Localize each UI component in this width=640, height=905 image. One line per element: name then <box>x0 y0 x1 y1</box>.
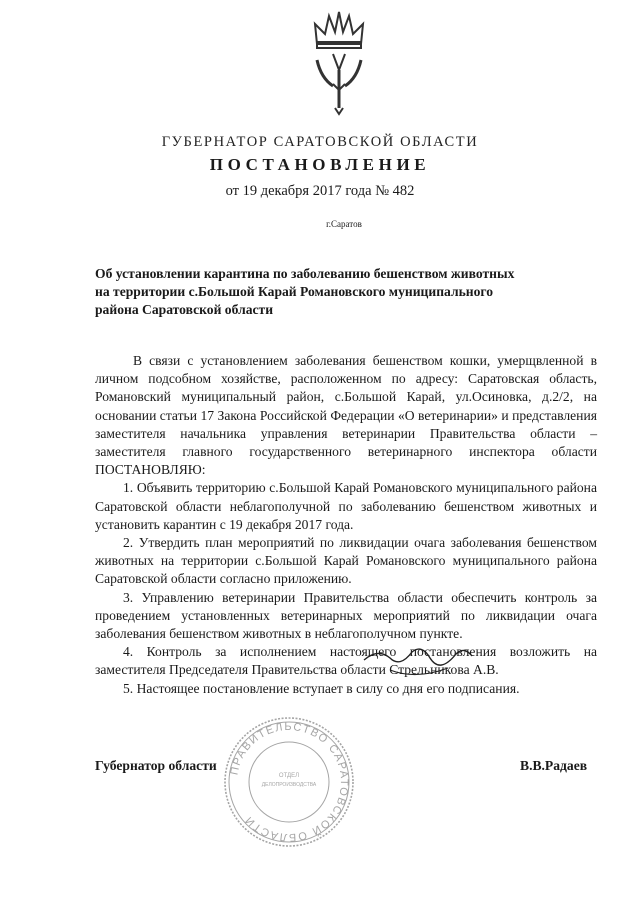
clause-4: 4. Контроль за исполнением настоящего постановления возложить на заместителя Председателя Правительства области Стрельникова А.В. <box>95 644 597 678</box>
clause-2: 2. Утвердить план мероприятий по ликвидации очага заболевания бешенством животных на территории с.Большой Карай Романовского муниципального района Саратовской области согласно приложению. <box>95 535 597 587</box>
saratov-coat-of-arms-icon <box>303 4 375 116</box>
authority-title: ГУБЕРНАТОР САРАТОВСКОЙ ОБЛАСТИ <box>161 134 479 150</box>
svg-text:ОТДЕЛ: ОТДЕЛ <box>278 773 300 779</box>
svg-text:ПРАВИТЕЛЬСТВО САРАТОВСКОЙ ОБЛА: ПРАВИТЕЛЬСТВО САРАТОВСКОЙ ОБЛАСТИ <box>228 720 351 844</box>
clause-5: 5. Настоящее постановление вступает в силу со дня его подписания. <box>123 680 520 696</box>
document-type: ПОСТАНОВЛЕНИЕ <box>209 155 431 174</box>
official-stamp-icon <box>222 715 356 849</box>
document-city: г.Саратов <box>326 219 362 229</box>
handwritten-signature-icon <box>360 640 480 692</box>
clause-1: 1. Объявить территорию с.Большой Карай Романовского муниципального района Саратовской области неблагополучной по заболеванию бешенством животных и установить карантин с 19 декабря 2017 года. <box>95 480 597 532</box>
document-date-number: от 19 декабря 2017 года № 482 <box>225 183 415 199</box>
signatory-name: В.В.Радаев <box>520 758 588 773</box>
document-subject: Об установлении карантина по заболеванию бешенством животных на территории с.Большой Карай Романовского муниципального района Саратовской области <box>95 266 515 317</box>
clause-3: 3. Управлению ветеринарии Правительства области обеспечить контроль за проведением установленных ветеринарных мероприятий по ликвидации очага заболевания бешенством животных в неблагополучном пункте. <box>95 589 597 642</box>
preamble-paragraph: В связи с установлением заболевания бешенством кошки, умерщвленной в личном подсобном хозяйстве, расположенном по адресу: Саратовская область, Романовский муниципальный район, с.Большой Карай, ул.Осиновка, д.2/2, на основании статьи 17 Закона Российской Федерации «О ветеринарии» и представления заместителя начальника управления ветеринарии Правительства области – заместителя главного государственного ветеринарного инспектора области ПОСТАНОВЛЯЮ: <box>95 353 597 478</box>
signatory-position: Губернатор области <box>95 758 217 773</box>
svg-text:ДЕЛОПРОИЗВОДСТВА: ДЕЛОПРОИЗВОДСТВА <box>261 782 317 788</box>
document-body <box>95 352 597 698</box>
